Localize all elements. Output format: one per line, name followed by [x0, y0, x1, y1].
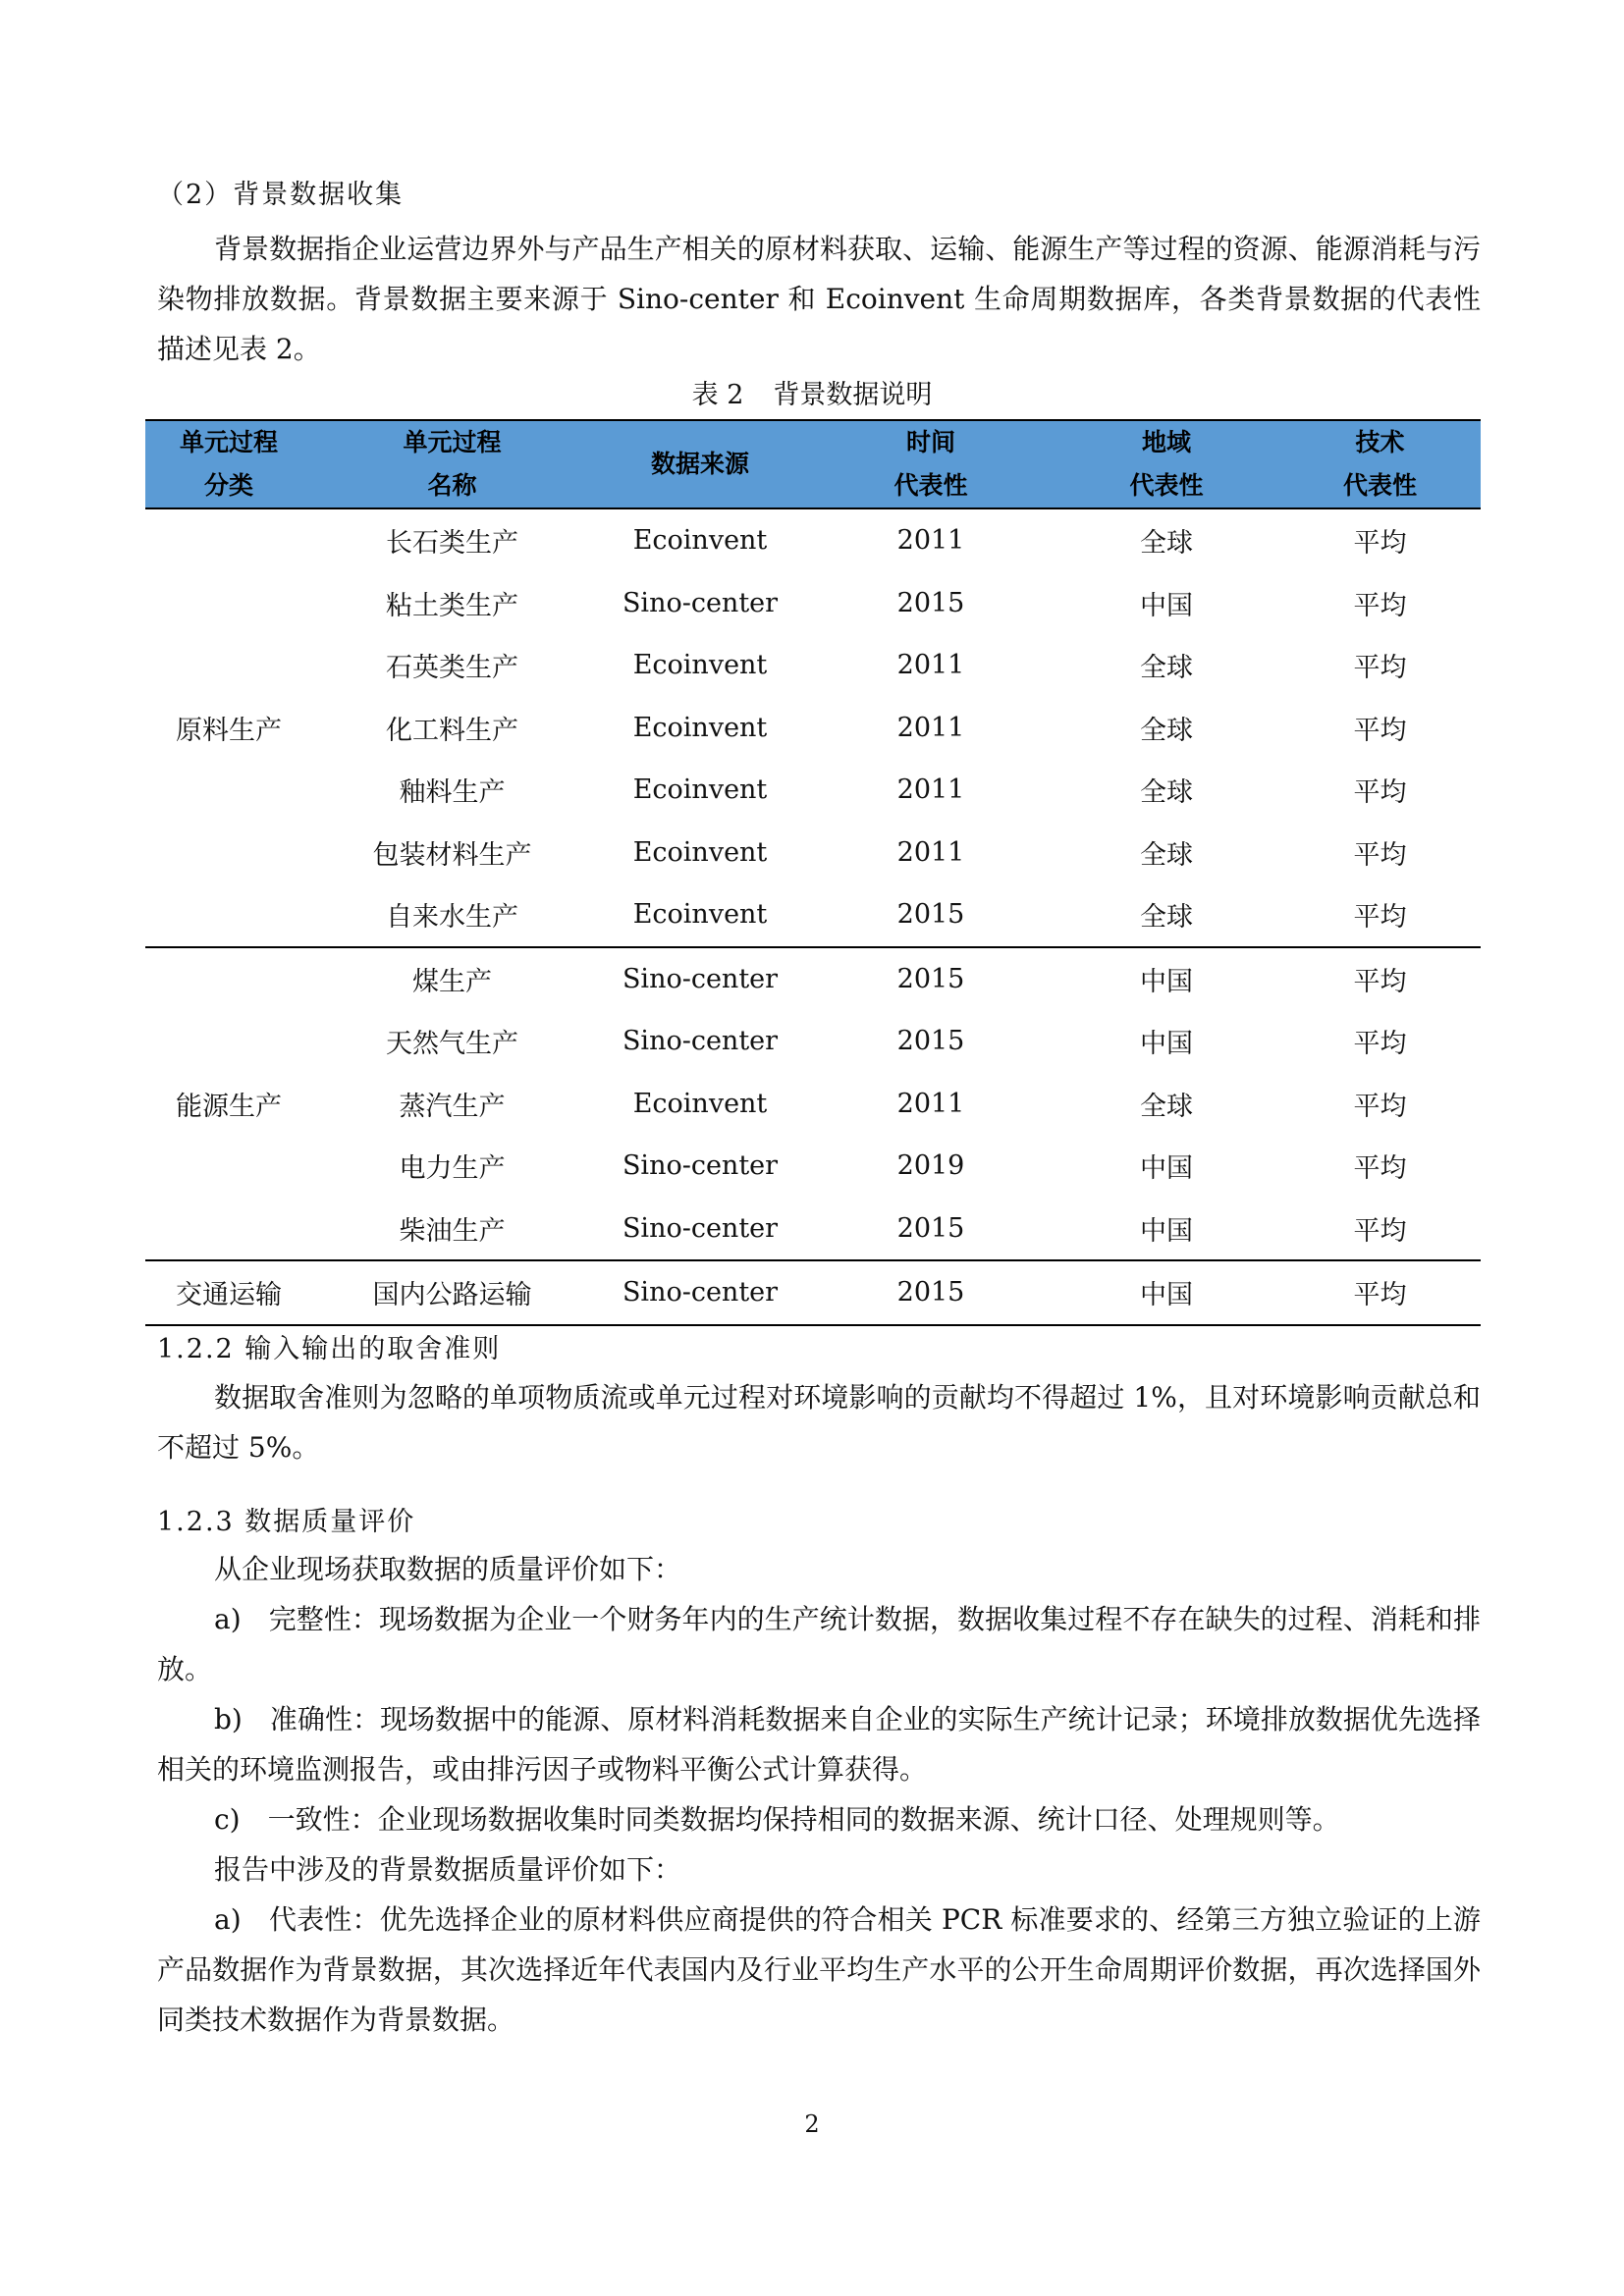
table-cell-time: 2015: [896, 899, 965, 931]
table-cell-name: 柴油生产: [399, 1215, 506, 1247]
table-cell-tech: 平均: [1353, 777, 1407, 809]
table-cell-category: 能源生产: [145, 947, 312, 1261]
quality-item-completeness: a) 完整性：现场数据为企业一个财务年内的生产统计数据，数据收集过程不存在缺失的过程、消耗和排放。: [157, 1603, 1481, 1685]
header-time: 时间 代表性: [808, 420, 1054, 508]
table-row: [145, 759, 1481, 822]
table-row: [145, 1198, 1481, 1261]
table-cell-source: Sino-center: [622, 1150, 779, 1182]
table-cell-region: 中国: [1140, 1215, 1193, 1247]
table-cell-tech: 平均: [1279, 1260, 1481, 1325]
table-caption-number: 表 2: [691, 380, 744, 410]
quality-item-representativeness: a) 代表性：优先选择企业的原材料供应商提供的符合相关 PCR 标准要求的、经第三方独立验证的上游产品数据作为背景数据，其次选择近年代表国内及行业平均生产水平的公开生命周期评价数据，再次选择国外同类技术数据作为背景数据。: [157, 1903, 1481, 2036]
table-cell-name: 国内公路运输: [312, 1260, 592, 1325]
table-cell-time: 2011: [896, 650, 965, 681]
table-row: [145, 1260, 1481, 1325]
table-header-row: [145, 420, 1481, 508]
header-name: 单元过程 名称: [312, 420, 592, 508]
table-cell-time: 2015: [896, 1026, 965, 1057]
table-cell-name: 长石类生产: [386, 528, 518, 560]
table-cell-name: 包装材料生产: [372, 839, 532, 871]
table-cell-name: 天然气生产: [386, 1029, 518, 1060]
section-122-heading: 1.2.2 输入输出的取舍准则: [157, 1334, 502, 1364]
table-cell-time: 2011: [896, 774, 965, 806]
table-cell-region: 全球: [1140, 715, 1193, 746]
intro-paragraph: 背景数据指企业运营边界外与产品生产相关的原材料获取、运输、能源生产等过程的资源、能源消耗与污染物排放数据。背景数据主要来源于 Sino-center 和 Ecoinvent 生命周期数据库，各类背景数据的代表性描述见表 2。: [157, 233, 1481, 365]
table-cell-tech: 平均: [1353, 1153, 1407, 1185]
table-cell-tech: 平均: [1353, 715, 1407, 746]
table-row: [145, 947, 1481, 1011]
table-cell-region: 中国: [1054, 947, 1279, 1011]
table-cell-time: 2015: [808, 947, 1054, 1011]
section-123-heading: 1.2.3 数据质量评价: [157, 1507, 416, 1537]
table-row: [145, 1010, 1481, 1073]
header-tech: 技术 代表性: [1279, 420, 1481, 508]
table-cell-name: 电力生产: [399, 1153, 506, 1185]
table-cell-region: 中国: [1054, 1260, 1279, 1325]
table-cell-tech: 平均: [1353, 653, 1407, 684]
table-cell-category: 交通运输: [145, 1260, 312, 1325]
page-number: 2: [804, 2110, 820, 2138]
table-row: [145, 822, 1481, 884]
table-row: [145, 572, 1481, 635]
header-category: 单元过程 分类: [145, 420, 312, 508]
table-cell-name: 蒸汽生产: [399, 1091, 506, 1122]
table-cell-source: Ecoinvent: [632, 899, 768, 931]
table-cell-region: 中国: [1140, 1029, 1193, 1060]
table-cell-name: 煤生产: [312, 947, 592, 1011]
table-cell-region: 全球: [1140, 1091, 1193, 1122]
section-heading-background-data: （2）背景数据收集: [157, 180, 405, 210]
quality-item-consistency: c) 一致性：企业现场数据收集时同类数据均保持相同的数据来源、统计口径、处理规则等。: [214, 1803, 1340, 1836]
table-cell-region: 中国: [1140, 590, 1193, 621]
table-cell-name: 石英类生产: [386, 653, 518, 684]
table-cell-source: Ecoinvent: [632, 1088, 768, 1119]
quality-intro-paragraph: 从企业现场获取数据的质量评价如下：: [214, 1553, 682, 1585]
table-cell-name: 化工料生产: [386, 715, 518, 746]
header-region: 地域 代表性: [1054, 420, 1279, 508]
table-cell-region: 全球: [1140, 777, 1193, 809]
background-data-table: [145, 419, 1481, 1326]
table-cell-tech: 平均: [1279, 947, 1481, 1011]
table-row: [145, 697, 1481, 760]
table-caption: [0, 373, 1624, 411]
table-cell-time: 2015: [896, 587, 965, 618]
table-row: [145, 508, 1481, 572]
table-cell-time: 2011: [896, 1088, 965, 1119]
section-122-paragraph: 数据取舍准则为忽略的单项物质流或单元过程对环境影响的贡献均不得超过 1%，且对环境影响贡献总和不超过 5%。: [157, 1381, 1481, 1464]
table-cell-tech: 平均: [1353, 528, 1407, 560]
table-cell-source: Ecoinvent: [632, 712, 768, 743]
table-cell-region: 全球: [1140, 839, 1193, 871]
table-cell-source: Ecoinvent: [632, 774, 768, 806]
table-row: [145, 1135, 1481, 1198]
table-cell-name: 粘土类生产: [386, 590, 518, 621]
table-cell-source: Sino-center: [622, 1212, 779, 1244]
table-cell-tech: 平均: [1353, 902, 1407, 934]
table-cell-tech: 平均: [1353, 1029, 1407, 1060]
table-cell-time: 2015: [896, 1212, 965, 1244]
table-cell-category: 原料生产: [176, 715, 282, 746]
table-cell-source: Ecoinvent: [632, 525, 768, 557]
table-cell-tech: 平均: [1353, 1091, 1407, 1122]
table-cell-tech: 平均: [1353, 1215, 1407, 1247]
table-cell-region: 全球: [1140, 653, 1193, 684]
table-cell-source: Ecoinvent: [632, 650, 768, 681]
table-caption-title: 背景数据说明: [773, 380, 933, 410]
table-cell-source: Sino-center: [622, 587, 779, 618]
table-cell-source: Sino-center: [592, 1260, 808, 1325]
background-quality-intro: 报告中涉及的背景数据质量评价如下：: [214, 1853, 682, 1886]
table-cell-region: 中国: [1140, 1153, 1193, 1185]
table-cell-time: 2011: [896, 712, 965, 743]
table-cell-time: 2015: [808, 1260, 1054, 1325]
table-cell-time: 2019: [896, 1150, 965, 1182]
table-cell-region: 全球: [1140, 528, 1193, 560]
table-cell-time: 2011: [896, 525, 965, 557]
table-row: [145, 634, 1481, 697]
table-row: [145, 1073, 1481, 1136]
table-cell-tech: 平均: [1353, 590, 1407, 621]
quality-item-accuracy: b) 准确性：现场数据中的能源、原材料消耗数据来自企业的实际生产统计记录；环境排放数据优先选择相关的环境监测报告，或由排污因子或物料平衡公式计算获得。: [157, 1703, 1481, 1786]
table-cell-source: Sino-center: [592, 947, 808, 1011]
table-cell-name: 自来水生产: [386, 902, 518, 934]
table-cell-source: Sino-center: [622, 1026, 779, 1057]
table-cell-tech: 平均: [1353, 839, 1407, 871]
table-cell-name: 釉料生产: [399, 777, 506, 809]
table-body: [145, 508, 1481, 1325]
table-row: [145, 883, 1481, 947]
table-cell-time: 2011: [896, 836, 965, 868]
table-cell-source: Ecoinvent: [632, 836, 768, 868]
header-source: 数据来源: [592, 420, 808, 508]
table-cell-region: 全球: [1140, 902, 1193, 934]
